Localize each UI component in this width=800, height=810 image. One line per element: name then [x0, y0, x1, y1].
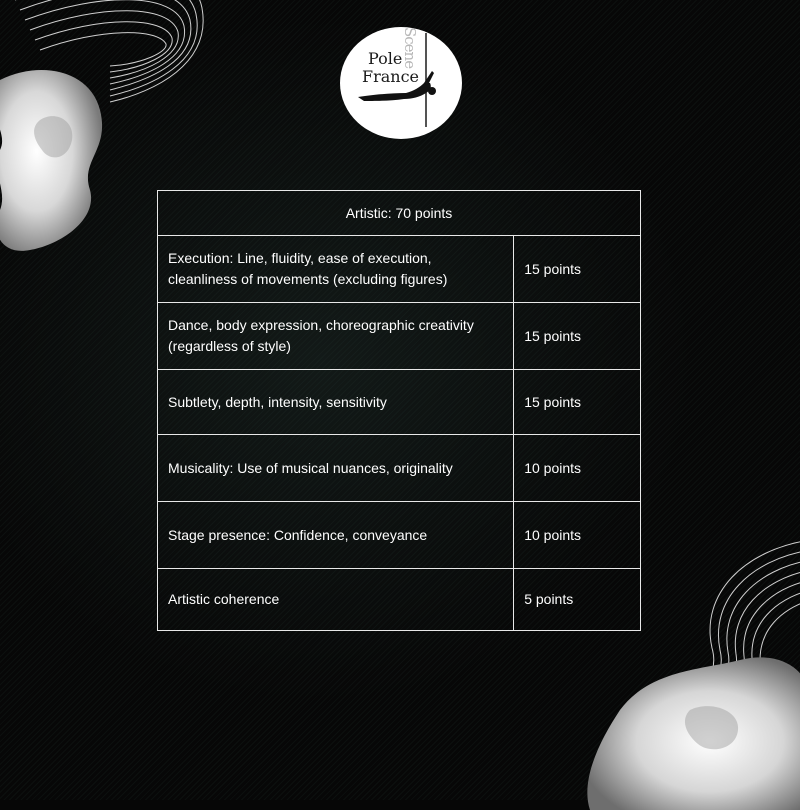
table-row: [158, 569, 641, 631]
logo-word-france: France: [362, 67, 420, 86]
logo-word-scene: Scene: [401, 27, 419, 69]
table-header: Artistic: 70 points: [158, 191, 641, 236]
logo-word-pole: Pole: [368, 49, 403, 68]
points-cell: 15 points: [514, 370, 641, 435]
table-row: [158, 236, 641, 303]
criterion-cell: Artistic coherence: [158, 569, 514, 631]
points-cell: 15 points: [514, 303, 641, 370]
table-row: [158, 303, 641, 370]
criterion-cell: Stage presence: Confidence, conveyance: [158, 502, 514, 569]
criterion-cell: Execution: Line, fluidity, ease of execution, cleanliness of movements (excluding figures): [158, 236, 514, 303]
pole-scene-france-logo: [340, 27, 462, 139]
table-row: [158, 502, 641, 569]
points-cell: 10 points: [514, 435, 641, 502]
points-cell: 10 points: [514, 502, 641, 569]
table-header-row: [158, 191, 641, 236]
table-row: [158, 435, 641, 502]
points-cell: 15 points: [514, 236, 641, 303]
artistic-scoring-table: [157, 190, 641, 631]
criterion-cell: Dance, body expression, choreographic creativity (regardless of style): [158, 303, 514, 370]
criterion-cell: Musicality: Use of musical nuances, originality: [158, 435, 514, 502]
table-row: [158, 370, 641, 435]
points-cell: 5 points: [514, 569, 641, 631]
criterion-cell: Subtlety, depth, intensity, sensitivity: [158, 370, 514, 435]
